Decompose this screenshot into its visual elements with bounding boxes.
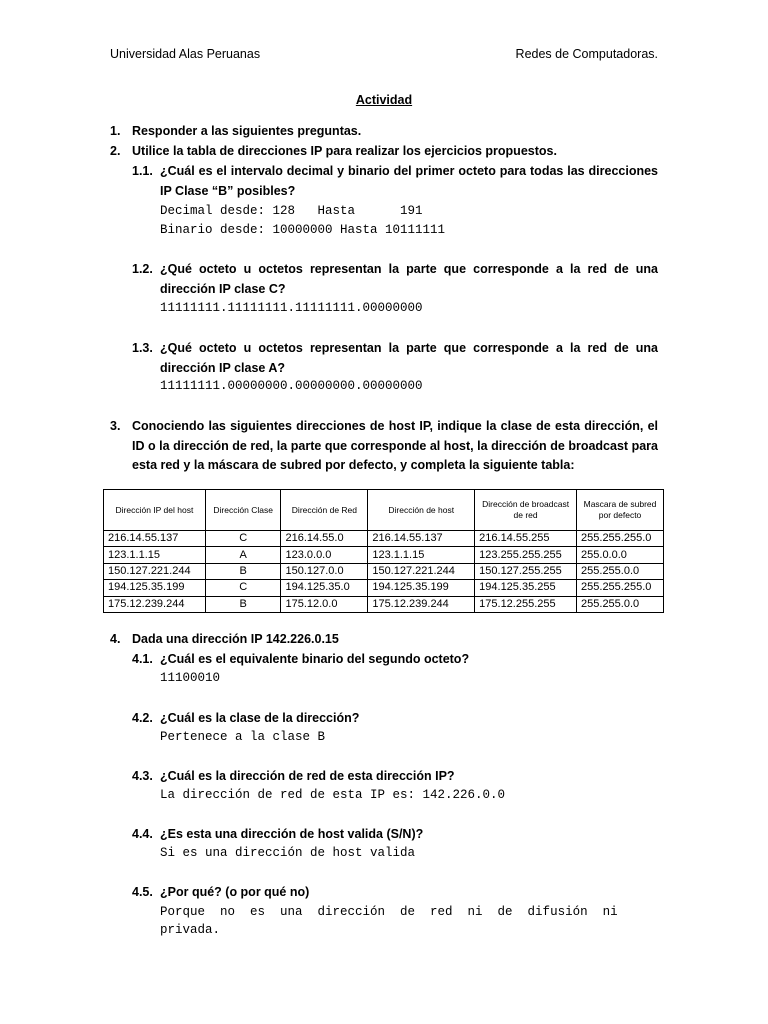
question-1-1-text: ¿Cuál es el intervalo decimal y binario del primer octeto para todas las direcciones IP Clase “B” posibles? xyxy=(160,164,658,198)
header-broadcast: Dirección de broadcast de red xyxy=(475,490,577,531)
cell-subnet-mask: 255.255.0.0 xyxy=(577,563,664,579)
item-4-text: Dada una dirección IP 142.226.0.15 xyxy=(132,632,339,646)
item-1-number: 1. xyxy=(110,124,121,138)
answer-4-4: Si es una dirección de host valida xyxy=(160,846,416,860)
cell-host: 194.125.35.199 xyxy=(368,580,475,596)
cell-broadcast: 175.12.255.255 xyxy=(475,596,577,612)
item-1-text: Responder a las siguientes preguntas. xyxy=(132,124,362,138)
cell-broadcast: 150.127.255.255 xyxy=(475,563,577,579)
cell-network: 175.12.0.0 xyxy=(281,596,368,612)
question-1-3-text: ¿Qué octeto u octetos representan la parte que corresponde a la red de una dirección IP clase A? xyxy=(160,341,658,375)
cell-class: B xyxy=(205,596,281,612)
header-class: Dirección Clase xyxy=(205,490,281,531)
cell-host: 216.14.55.137 xyxy=(368,531,475,547)
table-row xyxy=(104,580,664,596)
table-row xyxy=(104,547,664,563)
cell-host-ip: 150.127.221.244 xyxy=(104,563,206,579)
header-host: Dirección de host xyxy=(368,490,475,531)
item-2-number: 2. xyxy=(110,144,121,158)
question-1-3-number: 1.3. xyxy=(132,341,153,355)
question-4-1-text: ¿Cuál es el equivalente binario del segundo octeto? xyxy=(160,652,470,666)
question-4-3-number: 4.3. xyxy=(132,769,153,783)
cell-host: 123.1.1.15 xyxy=(368,547,475,563)
cell-broadcast: 123.255.255.255 xyxy=(475,547,577,563)
ip-address-table xyxy=(103,489,664,613)
cell-broadcast: 194.125.35.255 xyxy=(475,580,577,596)
header-network: Dirección de Red xyxy=(281,490,368,531)
header-subnet-mask: Mascara de subred por defecto xyxy=(577,490,664,531)
cell-host: 175.12.239.244 xyxy=(368,596,475,612)
cell-subnet-mask: 255.255.255.0 xyxy=(577,531,664,547)
cell-host-ip: 123.1.1.15 xyxy=(104,547,206,563)
question-1-1-number: 1.1. xyxy=(132,164,153,178)
answer-4-1: 11100010 xyxy=(160,671,221,685)
item-4-number: 4. xyxy=(110,632,121,646)
question-4-1-number: 4.1. xyxy=(132,652,153,666)
question-1-2-number: 1.2. xyxy=(132,262,153,276)
question-4-5-text: ¿Por qué? (o por qué no) xyxy=(160,885,310,899)
item-3-number: 3. xyxy=(110,419,121,433)
cell-subnet-mask: 255.255.0.0 xyxy=(577,596,664,612)
answer-1-2: 11111111.11111111.11111111.00000000 xyxy=(160,301,423,315)
question-4-2-number: 4.2. xyxy=(132,711,153,725)
cell-subnet-mask: 255.0.0.0 xyxy=(577,547,664,563)
cell-class: A xyxy=(205,547,281,563)
header-host-ip: Dirección IP del host xyxy=(104,490,206,531)
question-4-5-number: 4.5. xyxy=(132,885,153,899)
item-2-text: Utilice la tabla de direcciones IP para realizar los ejercicios propuestos. xyxy=(132,144,557,158)
question-4-2-text: ¿Cuál es la clase de la dirección? xyxy=(160,711,360,725)
table-row xyxy=(104,531,664,547)
answer-4-2: Pertenece a la clase B xyxy=(160,730,326,744)
question-1-2-text: ¿Qué octeto u octetos representan la parte que corresponde a la red de una dirección IP clase C? xyxy=(160,262,658,296)
answer-4-5-line-2: privada. xyxy=(160,923,221,937)
cell-host-ip: 175.12.239.244 xyxy=(104,596,206,612)
cell-network: 194.125.35.0 xyxy=(281,580,368,596)
cell-class: C xyxy=(205,531,281,547)
header-university: Universidad Alas Peruanas xyxy=(110,47,261,61)
table-header-row xyxy=(104,490,664,531)
cell-class: C xyxy=(205,580,281,596)
header-course: Redes de Computadoras. xyxy=(515,47,658,61)
cell-network: 150.127.0.0 xyxy=(281,563,368,579)
cell-host: 150.127.221.244 xyxy=(368,563,475,579)
answer-4-5-line-1: Porque no es una dirección de red ni de difusión ni xyxy=(160,905,618,919)
answer-1-1-binary: Binario desde: 10000000 Hasta 10111111 xyxy=(160,223,446,237)
cell-host-ip: 216.14.55.137 xyxy=(104,531,206,547)
cell-subnet-mask: 255.255.255.0 xyxy=(577,580,664,596)
item-3-text: Conociendo las siguientes direcciones de host IP, indique la clase de esta dirección, el ID o la dirección de red, la parte que corresponde al host, la dirección de broadcast para esta red y la máscara de subred por defecto, y completa la siguiente tabla: xyxy=(132,419,658,472)
question-4-4-number: 4.4. xyxy=(132,827,153,841)
cell-network: 123.0.0.0 xyxy=(281,547,368,563)
cell-network: 216.14.55.0 xyxy=(281,531,368,547)
page-title: Actividad xyxy=(355,93,413,107)
answer-4-3: La dirección de red de esta IP es: 142.226.0.0 xyxy=(160,788,506,802)
answer-1-3: 11111111.00000000.00000000.00000000 xyxy=(160,379,423,393)
cell-class: B xyxy=(205,563,281,579)
table-row xyxy=(104,596,664,612)
answer-1-1-decimal: Decimal desde: 128 Hasta 191 xyxy=(160,204,423,218)
table-row xyxy=(104,563,664,579)
question-4-4-text: ¿Es esta una dirección de host valida (S/N)? xyxy=(160,827,424,841)
cell-host-ip: 194.125.35.199 xyxy=(104,580,206,596)
cell-broadcast: 216.14.55.255 xyxy=(475,531,577,547)
question-4-3-text: ¿Cuál es la dirección de red de esta dirección IP? xyxy=(160,769,455,783)
